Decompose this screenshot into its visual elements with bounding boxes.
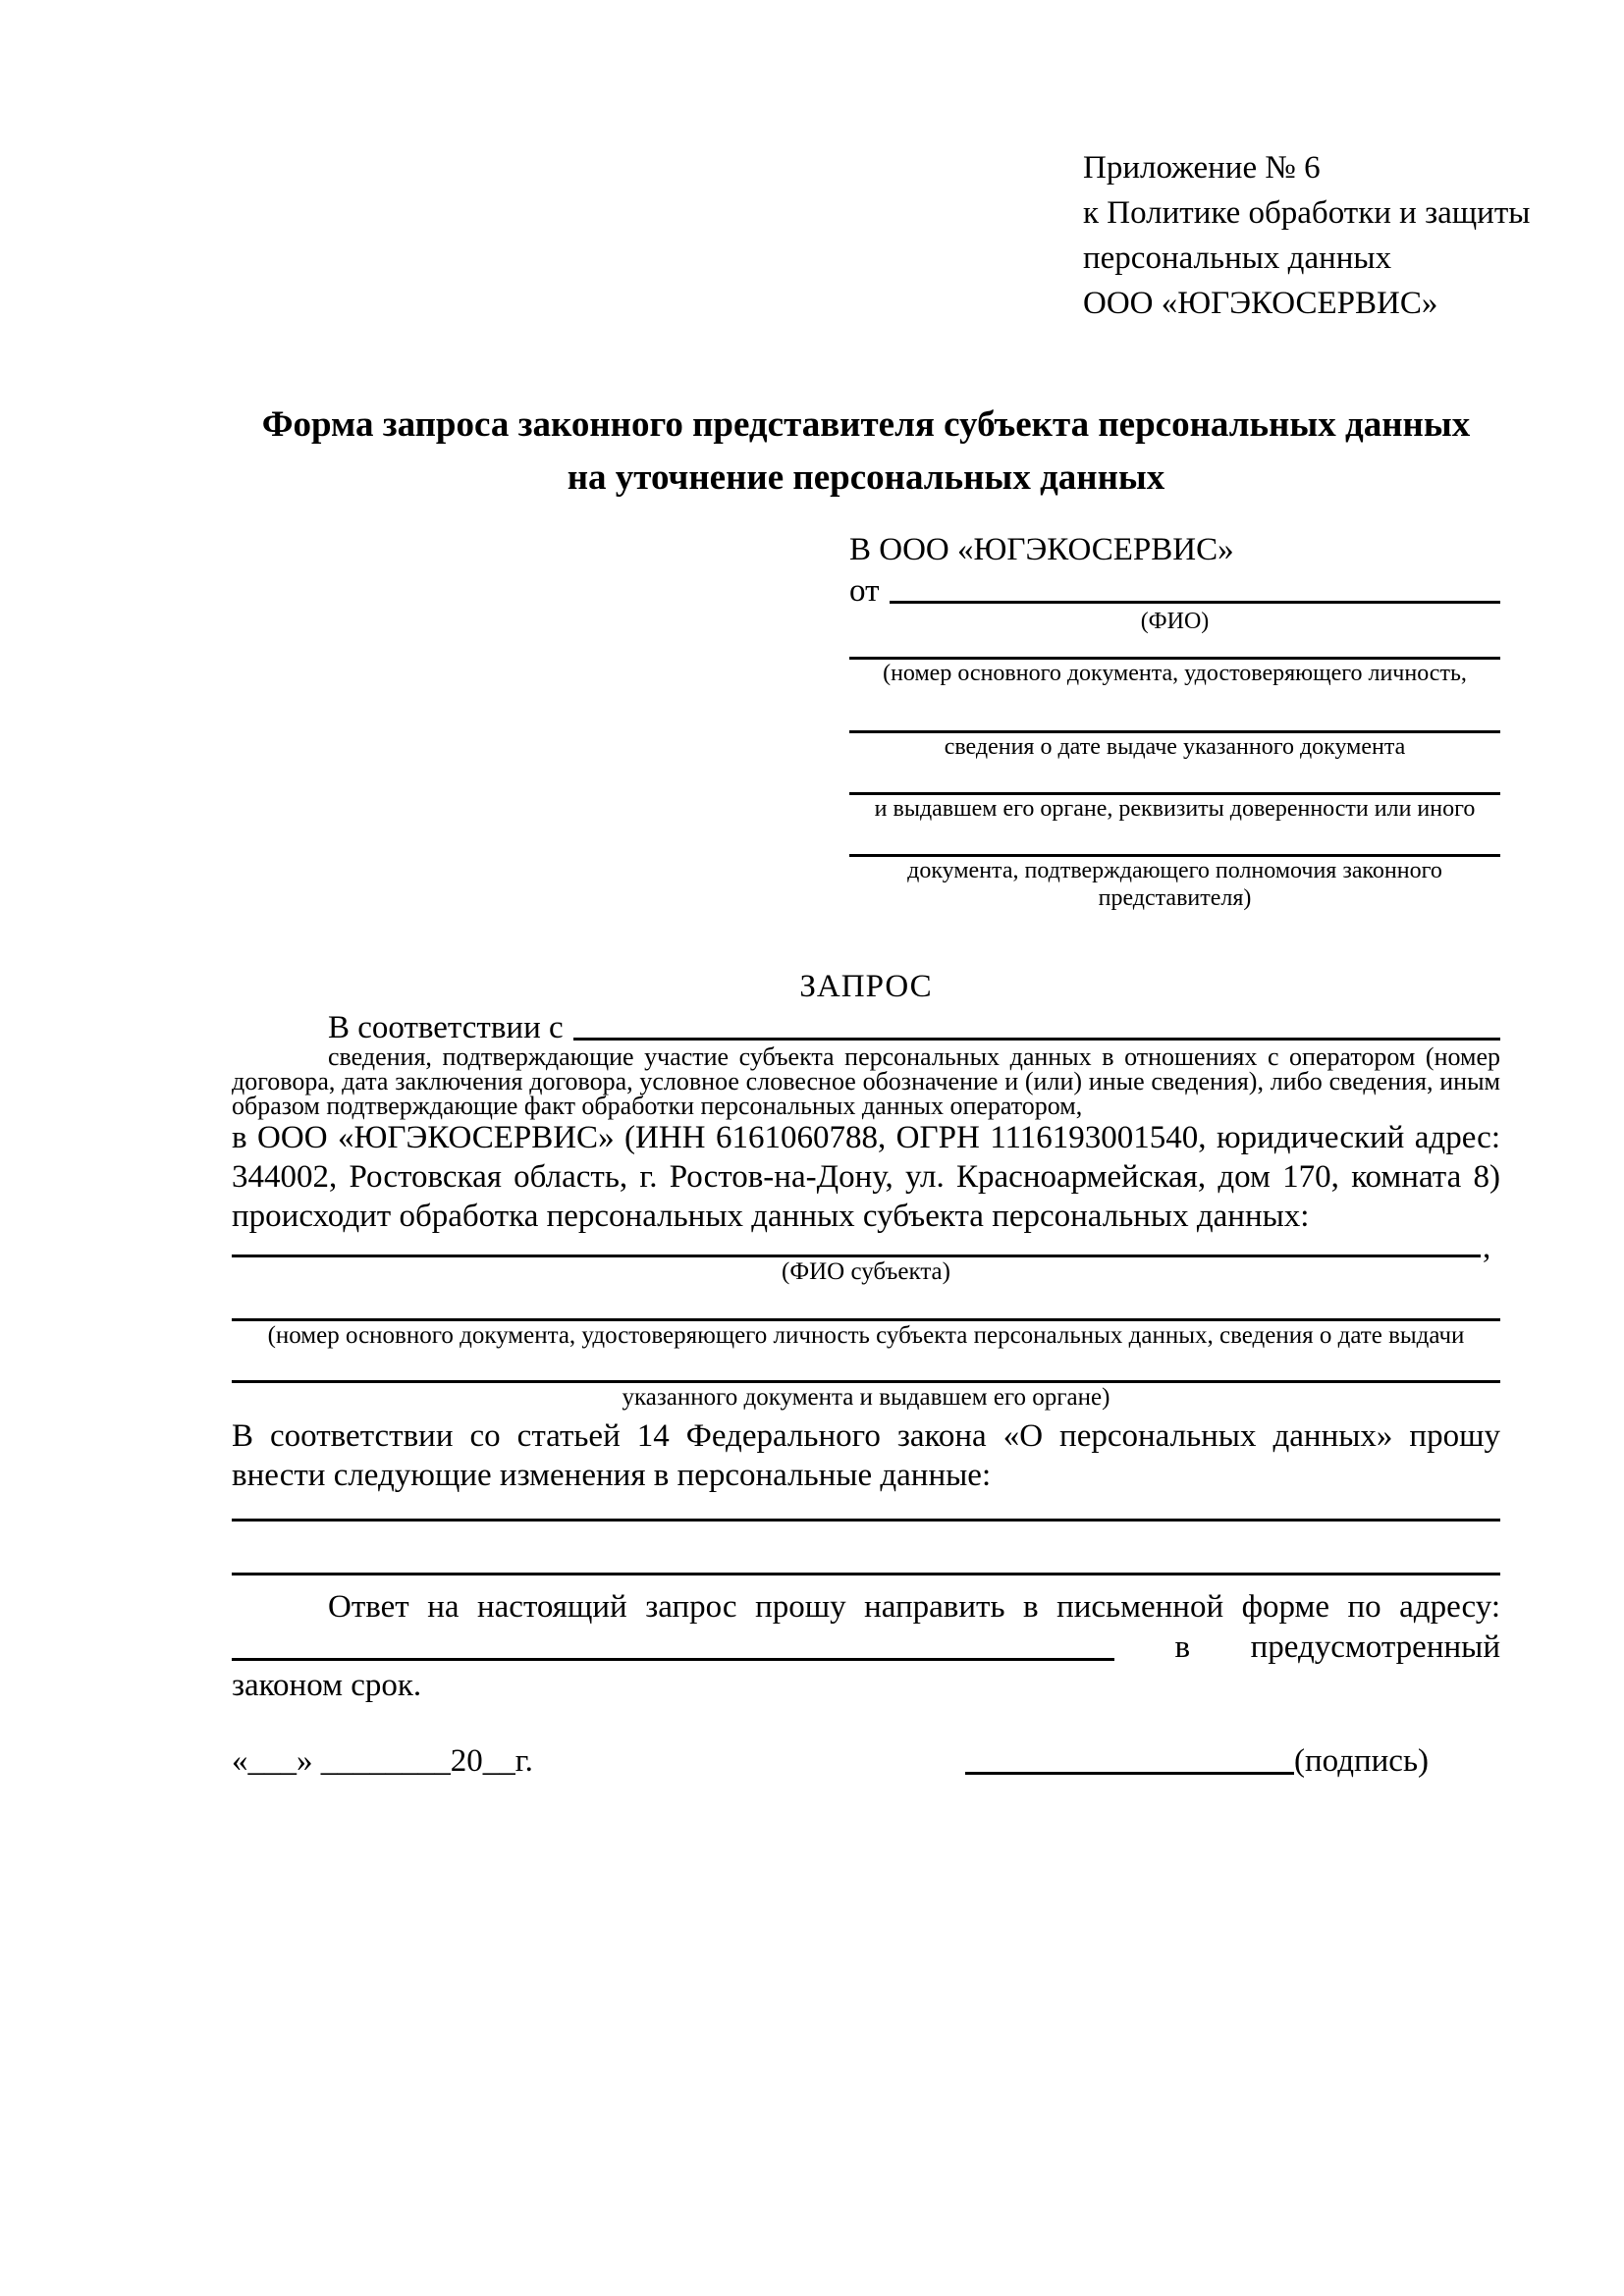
address-blank-line xyxy=(232,1658,1114,1661)
answer-line1: Ответ на настоящий запрос прошу направить в письменной форме по адресу: xyxy=(328,1589,1500,1625)
from-blank-line xyxy=(890,601,1501,604)
answer-tail: законом срок. xyxy=(232,1668,422,1703)
answer-word-provided: предусмотренный xyxy=(1250,1629,1500,1665)
law-paragraph: В соответствии со статьей 14 Федерального закона «О персональных данных» прошу внести следующие изменения в персональные данные: xyxy=(232,1418,1500,1493)
addressee-block xyxy=(849,527,1500,912)
document-title xyxy=(232,399,1500,505)
appendix-line: Приложение № 6 xyxy=(1083,150,1321,186)
representative-doc-caption: сведения о дате выдаче указанного документа xyxy=(944,734,1406,760)
signature-caption: (подпись) xyxy=(1294,1743,1429,1779)
representative-doc-caption: документа, подтверждающего полномочия законного представителя) xyxy=(907,858,1442,911)
changes-blank-line xyxy=(232,1519,1500,1522)
request-heading: ЗАПРОС xyxy=(799,969,933,1004)
subject-fio-caption: (ФИО субъекта) xyxy=(782,1258,950,1285)
basis-blank-line xyxy=(573,1038,1500,1041)
answer-paragraph xyxy=(232,1587,1500,1705)
subject-doc-caption: указанного документа и выдавшем его органе) xyxy=(622,1384,1110,1411)
representative-doc-caption: и выдавшем его органе, реквизиты доверенности или иного xyxy=(874,796,1476,822)
changes-blank-line xyxy=(232,1573,1500,1575)
signature-group xyxy=(965,1742,1429,1780)
fio-caption: (ФИО) xyxy=(1140,609,1210,634)
subject-doc-caption: (номер основного документа, удостоверяющего личность субъекта персональных данных, сведения о дате выдачи xyxy=(267,1322,1465,1349)
operator-paragraph: в ООО «ЮГЭКОСЕРВИС» (ИНН 6161060788, ОГРН 1116193001540, юридический адрес: 344002, Ростовская область, г. Ростов-на-Дону, ул. Красноармейская, дом 170, комната 8) происходит обработка персональных данных субъекта персональных данных: xyxy=(232,1120,1500,1234)
basis-annotation: сведения, подтверждающие участие субъекта персональных данных в отношениях с оператором (номер договора, дата заключения договора, условное словесное обозначение и (или) иные сведения), либо сведения, иным образом подтверждающие факт обработки персональных данных оператором, xyxy=(232,1042,1500,1120)
appendix-line: к Политике обработки и защиты xyxy=(1083,195,1531,231)
basis-prefix: В соответствии с xyxy=(328,1010,564,1045)
trailing-comma: , xyxy=(1483,1230,1491,1265)
representative-doc-caption: (номер основного документа, удостоверяющего личность, xyxy=(883,661,1467,686)
subject-fio-field-row xyxy=(232,1230,1500,1265)
signature-blank-line xyxy=(965,1772,1294,1775)
answer-word-in: в xyxy=(1174,1629,1191,1665)
appendix-note xyxy=(1083,145,1531,326)
appendix-line: персональных данных xyxy=(1083,240,1392,276)
document-title-line2: на уточнение персональных данных xyxy=(567,457,1165,498)
date-signature-row xyxy=(232,1740,1500,1780)
from-field-row xyxy=(849,572,1500,608)
addressee-organization: В ООО «ЮГЭКОСЕРВИС» xyxy=(849,532,1234,567)
document-title-line1: Форма запроса законного представителя субъекта персональных данных xyxy=(261,404,1471,445)
from-label: от xyxy=(849,573,880,609)
date-field: «___» ________20__г. xyxy=(232,1743,533,1779)
answer-address-row xyxy=(232,1627,1500,1666)
basis-field-row xyxy=(232,1009,1500,1044)
appendix-line: ООО «ЮГЭКОСЕРВИС» xyxy=(1083,286,1438,321)
